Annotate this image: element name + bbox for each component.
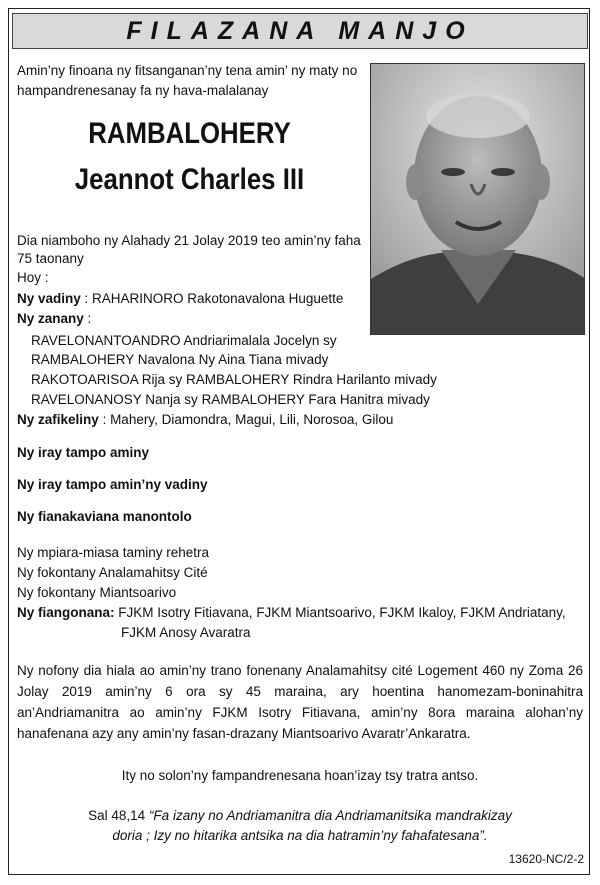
intro-line-1: Amin’ny finoana ny fitsanganan’ny tena amin’ ny maty no <box>17 63 358 78</box>
closing-line: Ity no solon’ny fampandrenesana hoan’izay tsy tratra antso. <box>121 768 479 783</box>
verse-reference: Sal 48,14 <box>88 808 149 823</box>
spouse-row <box>17 289 343 308</box>
child-line: RAVELONANOSY Nanja sy RAMBALOHERY Fara Hanitra mivady <box>31 392 430 407</box>
community-line: Ny mpiara-miasa taminy rehetra <box>17 545 210 560</box>
group-line: Ny iray tampo aminy <box>17 445 150 460</box>
deceased-given-names: Jeannot Charles III <box>74 163 305 196</box>
notice-header <box>12 13 588 49</box>
funeral-details: Ny nofony dia hiala ao amin’ny trano fonenany Analamahitsy cité Logement 460 ny Zoma 26 Jolay 2019 amin’ny 6 ora sy 45 maraina, ary hoentina hanomezam-boninahitra an’Andriamanitra ao amin’ny FJKM Isotry Fitiavana, amin’ny 8ora maraina alohan’ny hanafenana azy any amin’ny fasan-drazany Miantsoarivo Avaratr’Ankaratra. <box>17 663 583 741</box>
churches-row <box>17 603 566 622</box>
intro-line-2: hampandrenesanay fa ny hava-malalanay <box>17 83 269 98</box>
hoy-label: Hoy : <box>17 270 49 285</box>
reference-code: 13620-NC/2-2 <box>508 852 584 866</box>
children-row <box>17 309 91 328</box>
grandchildren-label: Ny zafikeliny <box>17 412 99 427</box>
death-line-1: Dia niamboho ny Alahady 21 Jolay 2019 teo amin’ny faha <box>17 233 361 248</box>
child-line: RAMBALOHERY Navalona Ny Aina Tiana mivady <box>31 352 329 367</box>
grandchildren-value: : Mahery, Diamondra, Magui, Lili, Norosoa, Gilou <box>102 412 394 427</box>
churches-value-continued: FJKM Anosy Avaratra <box>121 625 251 640</box>
children-label: Ny zanany <box>17 311 84 326</box>
community-line: Ny fokontany Miantsoarivo <box>17 585 177 600</box>
churches-value: FJKM Isotry Fitiavana, FJKM Miantsoarivo, FJKM Ikaloy, FJKM Andriatany, <box>118 605 566 620</box>
grandchildren-row <box>17 410 393 429</box>
spouse-value: : RAHARINORO Rakotonavalona Huguette <box>84 291 344 306</box>
child-line: RAVELONANTOANDRO Andriarimalala Jocelyn sy <box>31 333 337 348</box>
portrait-photo-icon <box>370 63 585 335</box>
spouse-label: Ny vadiny <box>17 291 81 306</box>
verse-text: “Fa izany no Andriamanitra dia Andriamanitsika mandrakizay <box>148 808 512 823</box>
verse-line-1 <box>17 806 583 826</box>
community-line: Ny fokontany Analamahitsy Cité <box>17 565 208 580</box>
notice-title: FILAZANA MANJO <box>126 16 474 45</box>
child-line: RAKOTOARISOA Rija sy RAMBALOHERY Rindra Harilanto mivady <box>31 372 437 387</box>
verse-line-2: doria ; Izy no hitarika antsika na dia hatramin’ny fahafatesana”. <box>112 828 488 843</box>
deceased-surname: RAMBALOHERY <box>88 117 291 150</box>
death-line-2: 75 taonany <box>17 251 84 266</box>
group-line: Ny fianakaviana manontolo <box>17 509 192 524</box>
churches-label: Ny fiangonana: <box>17 605 115 620</box>
group-line: Ny iray tampo amin’ny vadiny <box>17 477 208 492</box>
children-colon: : <box>87 311 92 326</box>
